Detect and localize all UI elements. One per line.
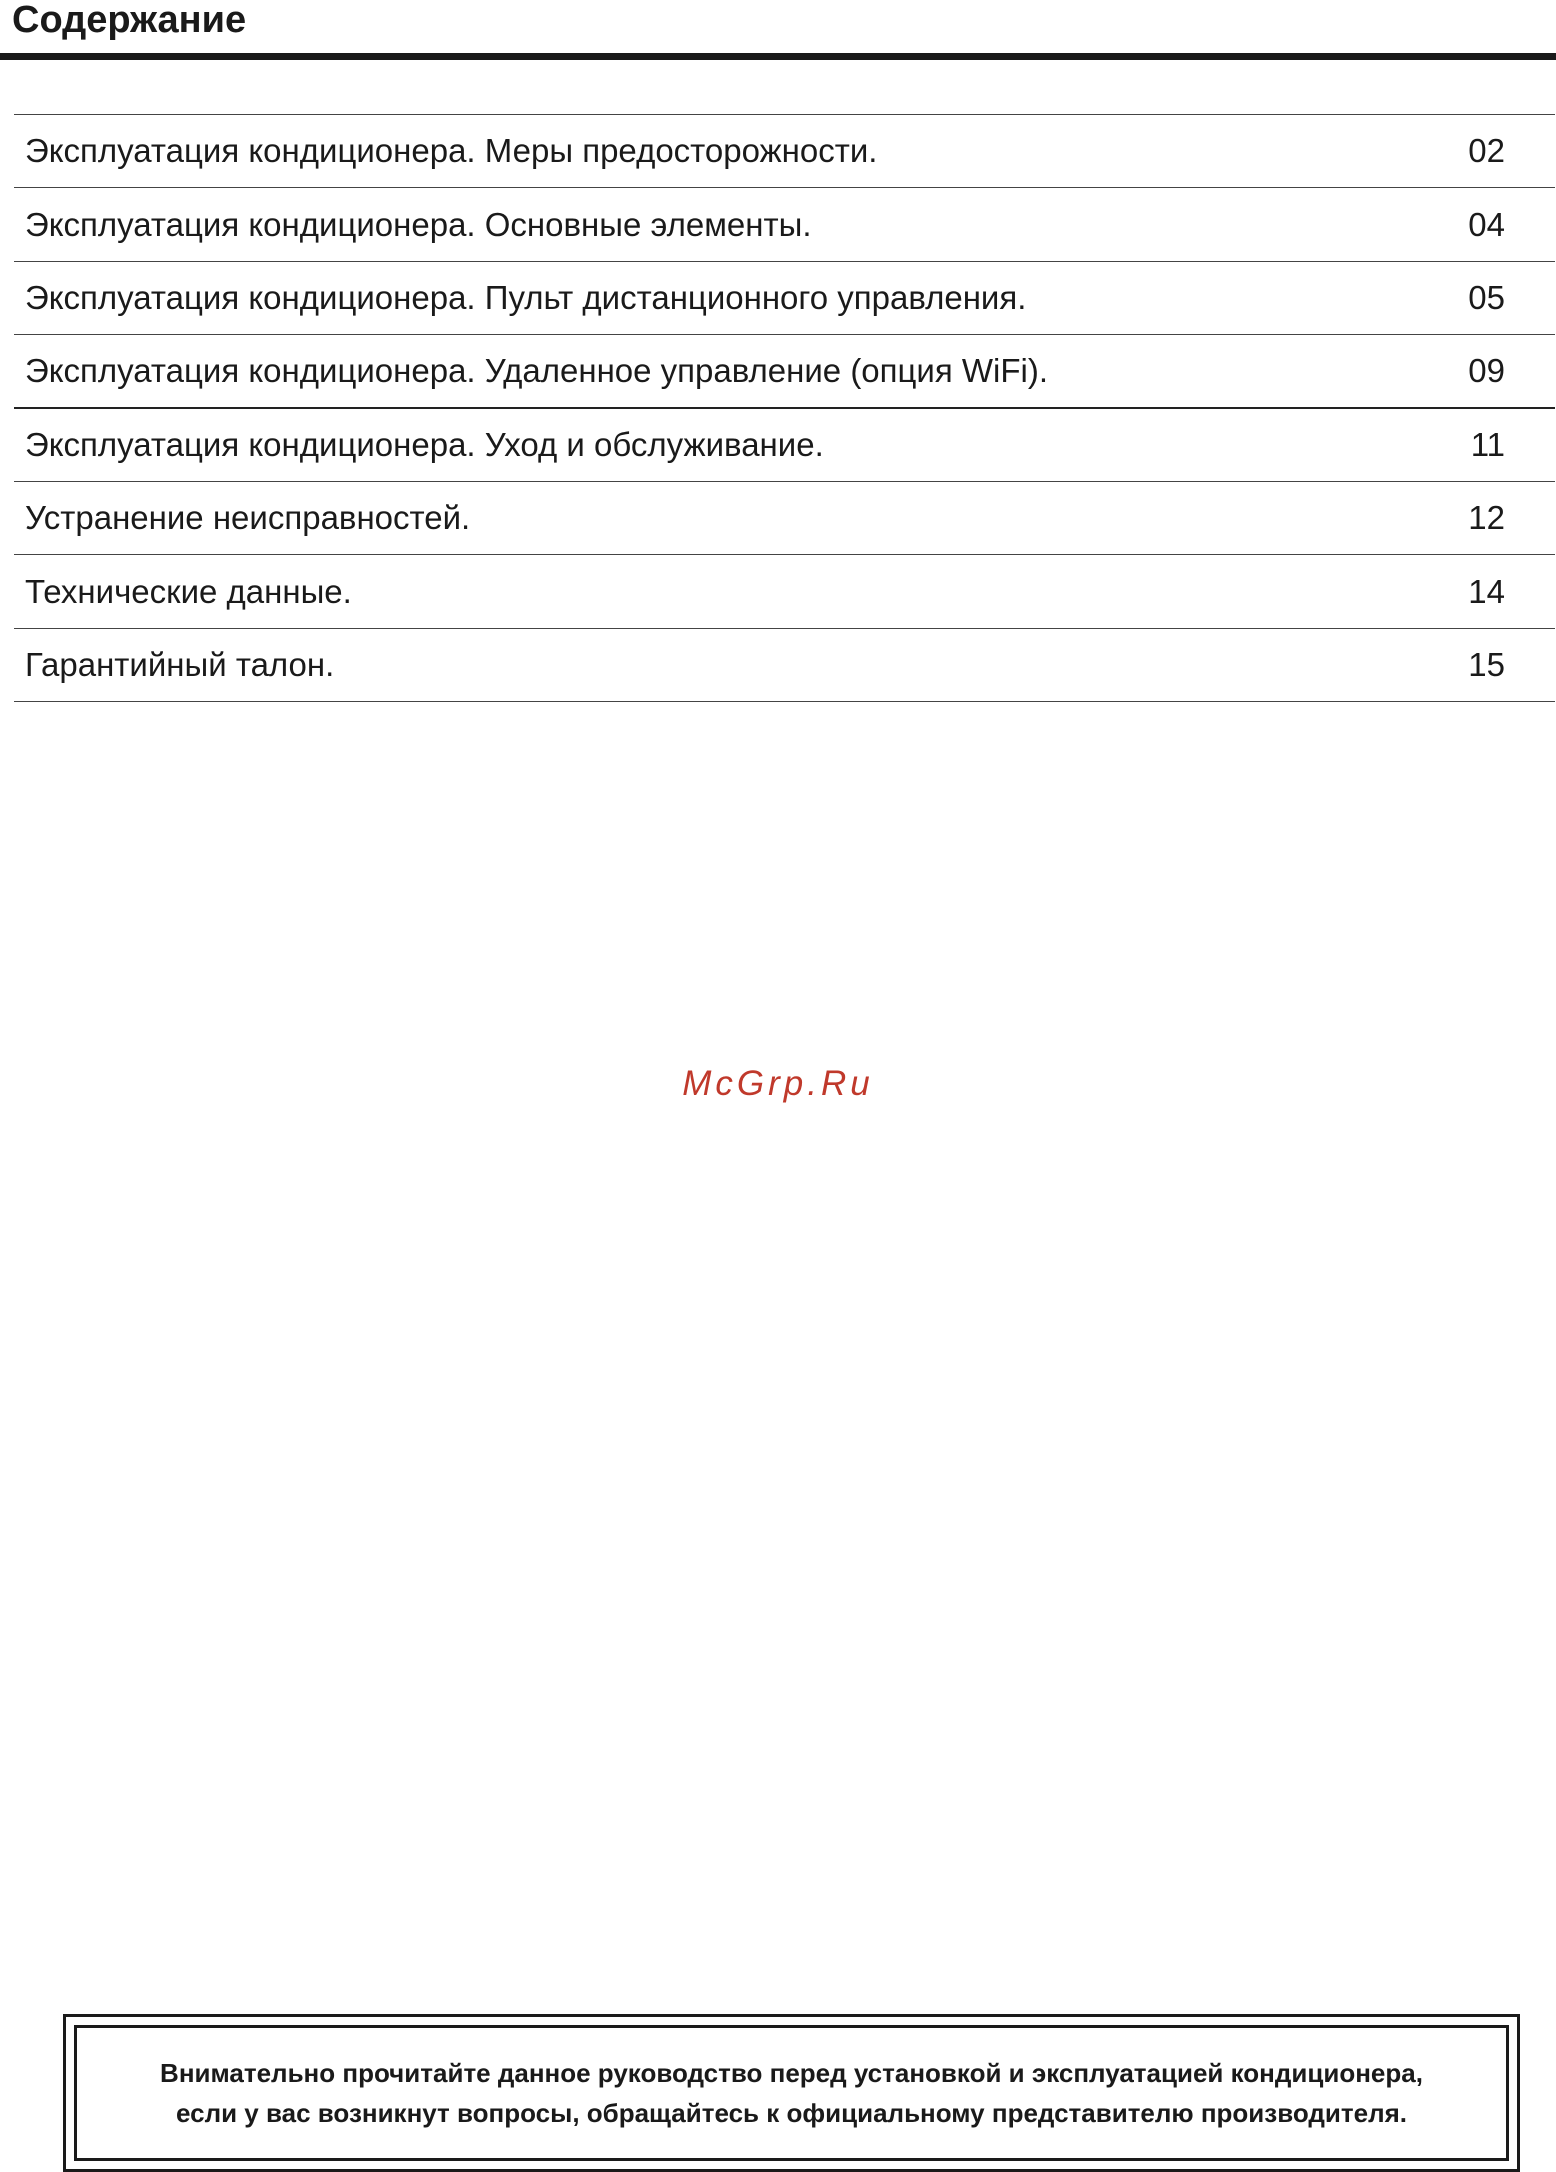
toc-entry-title: Эксплуатация кондиционера. Удаленное управление (опция WiFi).: [25, 351, 1049, 389]
notice-box: [63, 2014, 1520, 2172]
notice-text-line-1: Внимательно прочитайте данное руководство перед установкой и эксплуатацией кондиционера,: [160, 2058, 1423, 2088]
toc-row[interactable]: [14, 409, 1555, 482]
notice-inner-frame: [74, 2025, 1509, 2161]
toc-row[interactable]: [14, 115, 1555, 188]
toc-entry-title: Гарантийный талон.: [25, 645, 335, 683]
toc-page-number: 14: [1468, 572, 1505, 610]
toc-page-number: 02: [1468, 132, 1505, 170]
toc-entry-title: Устранение неисправностей.: [25, 499, 471, 537]
toc-page-number: 05: [1468, 278, 1505, 316]
toc-page-number: 15: [1468, 645, 1505, 683]
toc-row[interactable]: [14, 555, 1555, 628]
toc-entry-title: Эксплуатация кондиционера. Пульт дистанционного управления.: [25, 278, 1027, 316]
toc-page-number: 04: [1468, 205, 1505, 243]
toc-entry-title: Технические данные.: [25, 572, 352, 610]
toc-row[interactable]: [14, 335, 1555, 408]
toc-row[interactable]: [14, 262, 1555, 335]
notice-text-line-2: если у вас возникнут вопросы, обращайтесь к официальному представителю производителя.: [176, 2098, 1407, 2128]
table-of-contents: [14, 114, 1555, 702]
toc-entry-title: Эксплуатация кондиционера. Основные элементы.: [25, 205, 812, 243]
page-title: Содержание: [12, 0, 247, 41]
title-divider: [0, 53, 1556, 60]
toc-page-number: 09: [1468, 351, 1505, 389]
toc-row[interactable]: [14, 629, 1555, 702]
toc-entry-title: Эксплуатация кондиционера. Меры предосторожности.: [25, 132, 878, 170]
toc-row[interactable]: [14, 188, 1555, 261]
toc-entry-title: Эксплуатация кондиционера. Уход и обслуживание.: [25, 425, 824, 463]
toc-page-number: 12: [1468, 499, 1505, 537]
toc-page-number: 11: [1470, 425, 1505, 463]
watermark: McGrp.Ru: [682, 1064, 874, 1103]
toc-row[interactable]: [14, 482, 1555, 555]
